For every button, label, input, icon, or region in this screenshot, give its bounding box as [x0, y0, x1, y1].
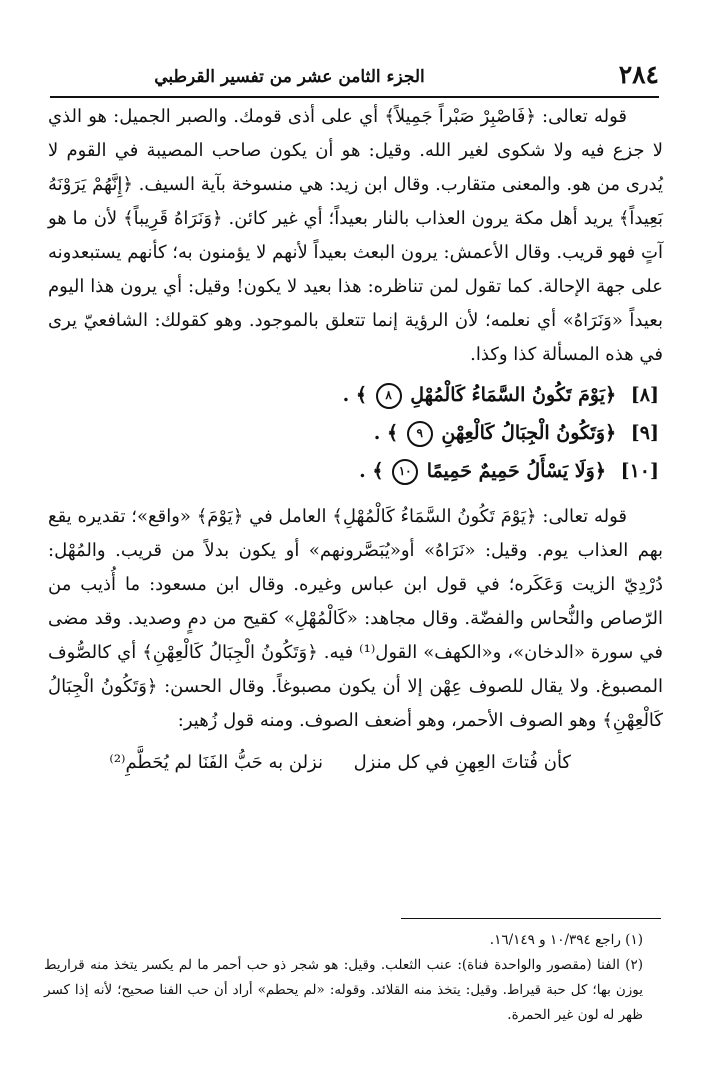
ayah-marker-icon: ٨ [376, 383, 402, 409]
footnotes [44, 928, 661, 1028]
verse-8 [48, 376, 663, 414]
running-title: الجزء الثامن عشر من تفسير القرطبي [154, 67, 425, 87]
page-header [50, 58, 659, 98]
main-text [48, 100, 663, 782]
verse-9 [48, 414, 663, 452]
verse-list [48, 376, 663, 490]
poem-hemistich-second: نزلن به حَبُّ الفَنَا لم يُحَطَّمِ⁽²⁾ [109, 752, 323, 773]
poem-verse [48, 744, 663, 782]
verse-text: ﴿وَلَا يَسْأَلُ حَمِيمٌ حَمِيمًا [426, 460, 606, 482]
footnote-divider [401, 918, 661, 919]
ayah-marker-icon: ١٠ [392, 459, 418, 485]
footnote-2: (٢) الفنا (مقصور والواحدة فناة): عنب الثعلب. وقيل: هو شجر ذو حب أحمر ما لم يكسر يتخذ منه قراريط يوزن بها؛ كل حبة قيراط. وقيل: يتخذ منه القلائد. وقوله: «لم يحطم» أراد أن حب الفنا صحيح؛ لأنه إذا كسر ظهر له لون غير الحمرة. [44, 957, 643, 1023]
verse-10 [48, 452, 663, 490]
paragraph: قوله تعالى: ﴿يَوْمَ تَكُونُ السَّمَاءُ كَالْمُهْلِ﴾ العامل في ﴿يَوْمَ﴾ «واقع»؛ تقديره يقع بهم العذاب يوم. وقيل: «نَرَاهُ» أو«يُبَصَّرونهم» أو يكون بدلاً من قريب. والمُهْل: دُرْدِيّ الزيت وَعَكَره؛ في قول ابن عباس وغيره. وقال ابن مسعود: ما أُذيب من الرّصاص والنُّحاس والفضّة. وقال مجاهد: «كَالْمُهْلِ» كقيح من دمٍ وصديد. وقد مضى في سورة «الدخان»، و«الكهف» القول⁽¹⁾ فيه. ﴿وَتَكُونُ الْجِبَالُ كَالْعِهْنِ﴾ أي كالصُّوف المصبوغ. ولا يقال للصوف عِهْن إلا أن يكون مصبوغاً. وقال الحسن: ﴿وَتَكُونُ الْجِبَالُ كَالْعِهْنِ﴾ وهو الصوف الأحمر، وهو أضعف الصوف. ومنه قول زُهير: [48, 506, 663, 731]
verse-text: ﴿وَتَكُونُ الْجِبَالُ كَالْعِهْنِ [441, 422, 617, 444]
footnote-1: (١) راجع ١٠/٣٩٤ و ١٦/١٤٩. [489, 932, 643, 948]
page-number: ٢٨٤ [618, 60, 659, 89]
verse-end: ﴾ . [373, 422, 399, 444]
ayah-marker-icon: ٩ [407, 421, 433, 447]
verse-end: ﴾ . [342, 384, 368, 406]
verse-end: ﴾ . [359, 460, 384, 482]
verse-text: ﴿يَوْمَ تَكُونُ السَّمَاءُ كَالْمُهْلِ [410, 384, 617, 406]
paragraph: قوله تعالى: ﴿فَاصْبِرْ صَبْراً جَمِيلاً﴾ أي على أذى قومك. والصبر الجميل: هو الذي لا جزع فيه ولا شكوى لغير الله. وقيل: هو أن يكون صاحب المصيبة في القوم لا يُدرى من هو. والمعنى متقارب. وقال ابن زيد: هي منسوخة بآية السيف. ﴿إِنَّهُمْ يَرَوْنَهُ بَعِيداً﴾ يريد أهل مكة يرون العذاب بالنار بعيداً؛ أي غير كائن. ﴿وَنَرَاهُ قَرِيباً﴾ لأن ما هو آتٍ فهو قريب. وقال الأعمش: يرون البعث بعيداً لأنهم لا يؤمنون به؛ كأنهم يستبعدونه على جهة الإحالة. كما تقول لمن تناظره: هذا بعيد لا يكون! وقيل: أي يرون هذا اليوم بعيداً «وَنَرَاهُ» أي نعلمه؛ لأن الرؤية إنما تتعلق بالموجود. وهو كقولك: الشافعيّ يرى في هذه المسألة كذا وكذا. [48, 106, 663, 365]
poem-hemistich-first: كأن فُتاتَ العِهنِ في كل منزل [353, 752, 571, 773]
verse-number: [٨] [630, 384, 659, 406]
verse-number: [١٠] [620, 460, 659, 482]
verse-number: [٩] [630, 422, 659, 444]
